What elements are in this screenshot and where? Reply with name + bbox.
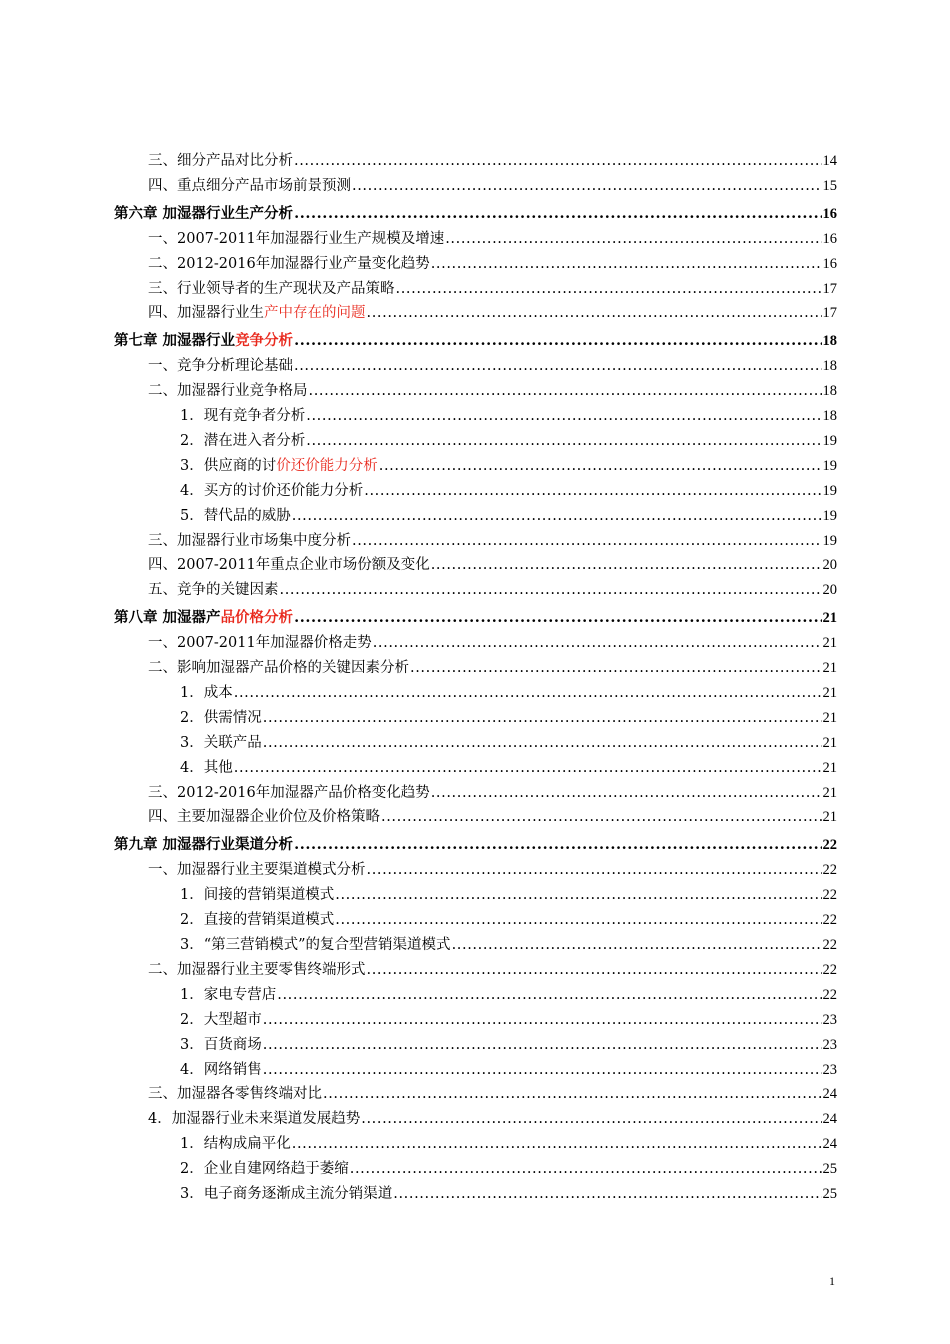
toc-entry-title [180, 1132, 291, 1157]
toc-page-number: 17 [822, 305, 837, 322]
toc-entry-title [148, 149, 293, 174]
toc-page-number: 19 [822, 532, 837, 549]
toc-entry-title [148, 529, 351, 554]
toc-entry[interactable] [114, 731, 837, 756]
toc-leader-dots [361, 1107, 821, 1132]
toc-entry-title [148, 781, 430, 806]
toc-entry-title-part: 2．企业自建网络趋于萎缩 [180, 1161, 349, 1178]
toc-leader-dots [367, 958, 822, 983]
table-of-contents [114, 149, 837, 1207]
toc-entry-title-highlighted: 价还价能力分析 [276, 457, 378, 474]
toc-entry-title-part: 二、加湿器行业主要零售终端形式 [148, 961, 366, 978]
toc-entry-title-part: 1．间接的营销渠道模式 [180, 887, 335, 904]
toc-entry-title-part: 第八章 加湿器产 [114, 609, 221, 627]
toc-page-number: 21 [822, 709, 837, 726]
toc-leader-dots [323, 1082, 822, 1107]
toc-entry-title-highlighted: 品价格分析 [220, 609, 294, 627]
toc-leader-dots [294, 831, 821, 858]
toc-entry-title [180, 479, 363, 504]
toc-entry-title-part: 2．直接的营销渠道模式 [180, 912, 335, 929]
toc-entry-title-part: 2．潜在进入者分析 [180, 433, 306, 450]
toc-page-number: 20 [822, 582, 837, 599]
toc-page-number: 15 [822, 177, 837, 194]
toc-entry[interactable] [114, 578, 837, 603]
toc-entry-title [180, 681, 233, 706]
toc-page-number: 21 [822, 759, 837, 776]
toc-entry[interactable] [114, 1157, 837, 1182]
toc-leader-dots [234, 681, 822, 706]
toc-leader-dots [294, 354, 822, 379]
toc-entry-title [180, 756, 233, 781]
toc-page-number: 21 [822, 610, 837, 627]
toc-entry-title [148, 174, 351, 199]
toc-entry-title [148, 958, 366, 983]
toc-entry[interactable] [114, 983, 837, 1008]
toc-entry-title-part: 3．供应商的讨 [180, 457, 277, 474]
toc-leader-dots [350, 1157, 822, 1182]
toc-page-number: 19 [822, 507, 837, 524]
toc-entry-title-part: 3．百货商场 [180, 1036, 262, 1053]
toc-page-number: 20 [822, 557, 837, 574]
toc-entry-title [148, 1107, 360, 1132]
toc-leader-dots [352, 529, 822, 554]
toc-page-number: 25 [822, 1185, 837, 1202]
toc-leader-dots [445, 227, 821, 252]
toc-page-number: 16 [822, 255, 837, 272]
toc-entry[interactable] [114, 454, 837, 479]
toc-entry[interactable] [114, 1182, 837, 1207]
toc-page-number: 22 [822, 986, 837, 1003]
toc-page-number: 21 [822, 809, 837, 826]
toc-page-number: 18 [822, 383, 837, 400]
toc-page-number: 23 [822, 1061, 837, 1078]
toc-leader-dots [309, 379, 822, 404]
toc-entry[interactable] [114, 883, 837, 908]
toc-entry[interactable] [114, 174, 837, 199]
toc-entry-title [180, 933, 451, 958]
toc-entry-title [148, 252, 430, 277]
toc-page-number: 24 [822, 1136, 837, 1153]
toc-chapter-entry[interactable] [114, 604, 837, 631]
toc-entry[interactable] [114, 933, 837, 958]
toc-entry[interactable] [114, 756, 837, 781]
toc-leader-dots [292, 1132, 822, 1157]
toc-leader-dots [431, 781, 822, 806]
toc-entry-title-part: 2．供需情况 [180, 709, 262, 726]
toc-entry-title [180, 731, 262, 756]
toc-leader-dots [277, 983, 821, 1008]
toc-entry-title-highlighted: 竞争分析 [235, 332, 294, 350]
toc-leader-dots [263, 1058, 822, 1083]
toc-entry-title-part: 三、细分产品对比分析 [148, 153, 293, 169]
toc-entry-title [148, 1082, 322, 1107]
toc-page-number: 22 [822, 937, 837, 954]
toc-entry-title-part: 3．“第三营销模式”的复合型营销渠道模式 [180, 937, 451, 954]
toc-leader-dots [381, 805, 822, 830]
toc-entry[interactable] [114, 479, 837, 504]
toc-page-number: 22 [822, 887, 837, 904]
toc-entry-title [180, 1058, 262, 1083]
toc-page-number: 19 [822, 457, 837, 474]
toc-leader-dots [280, 578, 822, 603]
toc-entry[interactable] [114, 908, 837, 933]
toc-leader-dots [431, 252, 822, 277]
toc-page-number: 21 [822, 660, 837, 677]
toc-leader-dots [396, 277, 822, 302]
toc-leader-dots [352, 174, 822, 199]
toc-leader-dots [431, 553, 822, 578]
toc-entry-title-part: 一、竞争分析理论基础 [148, 358, 293, 375]
toc-leader-dots [294, 327, 821, 354]
toc-entry-title [180, 983, 276, 1008]
toc-page-number: 16 [822, 205, 837, 222]
toc-entry[interactable] [114, 1058, 837, 1083]
toc-entry-title-part: 四、主要加湿器企业价位及价格策略 [148, 809, 380, 826]
toc-page-number: 24 [822, 1086, 837, 1103]
toc-entry-title-part: 二、2012-2016年加湿器行业产量变化趋势 [148, 255, 430, 272]
toc-entry[interactable] [114, 227, 837, 252]
toc-entry[interactable] [114, 781, 837, 806]
toc-entry[interactable] [114, 529, 837, 554]
toc-leader-dots [263, 706, 822, 731]
toc-entry[interactable] [114, 656, 837, 681]
toc-leader-dots [263, 731, 822, 756]
toc-leader-dots [294, 149, 822, 174]
toc-entry-title [148, 631, 372, 656]
toc-entry-title-part: 四、2007-2011年重点企业市场份额及变化 [148, 557, 430, 574]
toc-page-number: 24 [822, 1111, 837, 1128]
toc-entry-title [114, 604, 293, 631]
toc-entry[interactable] [114, 1008, 837, 1033]
toc-page-number: 21 [822, 734, 837, 751]
toc-entry-title [180, 706, 262, 731]
toc-entry-title-part: 第七章 加湿器行业 [114, 332, 236, 350]
toc-chapter-entry[interactable] [114, 327, 837, 354]
toc-entry-title [148, 858, 366, 883]
toc-entry-title [180, 504, 291, 529]
toc-entry-title-part: 3．电子商务逐渐成主流分销渠道 [180, 1185, 393, 1202]
toc-entry-title-part: 三、2012-2016年加湿器产品价格变化趋势 [148, 784, 430, 801]
toc-leader-dots [367, 301, 822, 326]
toc-entry-title [180, 1157, 349, 1182]
toc-page-number: 22 [822, 862, 837, 879]
toc-chapter-entry[interactable] [114, 200, 837, 227]
toc-entry-title [114, 200, 293, 227]
toc-entry-title-part: 1．家电专营店 [180, 986, 277, 1003]
toc-leader-dots [294, 604, 821, 631]
toc-entry-title-part: 三、加湿器行业市场集中度分析 [148, 532, 351, 549]
toc-entry[interactable] [114, 553, 837, 578]
toc-chapter-entry[interactable] [114, 831, 837, 858]
toc-entry-title-part: 五、竞争的关键因素 [148, 582, 279, 599]
toc-entry-title-highlighted: 产中存在的问题 [264, 305, 366, 322]
toc-page-number: 18 [822, 358, 837, 375]
toc-entry-title-part: 4．加湿器行业未来渠道发展趋势 [148, 1111, 361, 1128]
toc-entry-title [148, 656, 409, 681]
toc-entry-title [148, 553, 430, 578]
toc-leader-dots [306, 429, 821, 454]
toc-leader-dots [373, 631, 822, 656]
toc-page-number: 18 [822, 333, 837, 350]
toc-entry-title [180, 1182, 392, 1207]
toc-entry-title [180, 454, 378, 479]
toc-page-number: 21 [822, 635, 837, 652]
toc-entry[interactable] [114, 149, 837, 174]
toc-entry[interactable] [114, 379, 837, 404]
toc-entry[interactable] [114, 1082, 837, 1107]
toc-entry[interactable] [114, 681, 837, 706]
toc-leader-dots [234, 756, 822, 781]
toc-leader-dots [410, 656, 822, 681]
toc-entry-title-part: 四、加湿器行业生 [148, 305, 264, 322]
toc-entry-title-part: 4．其他 [180, 759, 233, 776]
toc-entry[interactable] [114, 1107, 837, 1132]
toc-entry[interactable] [114, 301, 837, 326]
toc-entry[interactable] [114, 429, 837, 454]
toc-leader-dots [335, 908, 821, 933]
toc-entry-title [148, 578, 279, 603]
toc-entry-title-part: 四、重点细分产品市场前景预测 [148, 177, 351, 194]
toc-leader-dots [393, 1182, 821, 1207]
toc-page-number: 22 [822, 961, 837, 978]
toc-entry-title [148, 301, 366, 326]
toc-entry-title-part: 一、加湿器行业主要渠道模式分析 [148, 862, 366, 879]
toc-page-number: 25 [822, 1161, 837, 1178]
toc-page-number: 16 [822, 230, 837, 247]
toc-entry-title-part: 1．成本 [180, 685, 233, 702]
toc-leader-dots [292, 504, 822, 529]
toc-entry-title-part: 二、加湿器行业竞争格局 [148, 383, 308, 400]
toc-entry-title [180, 429, 305, 454]
toc-entry-title [180, 1008, 262, 1033]
toc-entry[interactable] [114, 706, 837, 731]
toc-leader-dots [452, 933, 822, 958]
toc-entry-title [180, 404, 305, 429]
toc-page-number: 19 [822, 433, 837, 450]
toc-entry-title-part: 1．现有竞争者分析 [180, 408, 306, 425]
toc-leader-dots [306, 404, 821, 429]
toc-entry-title-part: 第六章 加湿器行业生产分析 [114, 204, 294, 222]
toc-entry-title-part: 二、影响加湿器产品价格的关键因素分析 [148, 660, 409, 677]
toc-entry[interactable] [114, 805, 837, 830]
toc-entry[interactable] [114, 1132, 837, 1157]
toc-page-number: 23 [822, 1011, 837, 1028]
toc-entry-title [148, 227, 444, 252]
toc-entry[interactable] [114, 252, 837, 277]
toc-entry[interactable] [114, 354, 837, 379]
toc-page-number: 22 [822, 912, 837, 929]
toc-entry-title-part: 4．网络销售 [180, 1061, 262, 1078]
toc-entry-title-part: 1．结构成扁平化 [180, 1136, 291, 1153]
toc-entry-title [148, 277, 395, 302]
toc-entry[interactable] [114, 404, 837, 429]
toc-entry-title-part: 2．大型超市 [180, 1011, 262, 1028]
toc-entry[interactable] [114, 958, 837, 983]
toc-entry-title [114, 327, 293, 354]
toc-entry-title-part: 第九章 加湿器行业渠道分析 [114, 836, 294, 854]
toc-leader-dots [364, 479, 821, 504]
page-number: 1 [829, 1274, 835, 1288]
toc-entry-title [180, 883, 334, 908]
toc-entry[interactable] [114, 858, 837, 883]
toc-entry-title [114, 831, 293, 858]
toc-entry[interactable] [114, 631, 837, 656]
toc-leader-dots [367, 858, 822, 883]
toc-leader-dots [335, 883, 821, 908]
toc-leader-dots [263, 1033, 822, 1058]
toc-page-number: 22 [822, 837, 837, 854]
toc-leader-dots [294, 200, 821, 227]
toc-entry[interactable] [114, 277, 837, 302]
toc-entry-title-part: 三、加湿器各零售终端对比 [148, 1086, 322, 1103]
toc-entry[interactable] [114, 504, 837, 529]
toc-entry-title-part: 三、行业领导者的生产现状及产品策略 [148, 280, 395, 297]
toc-entry-title-part: 3．关联产品 [180, 734, 262, 751]
toc-page-number: 18 [822, 408, 837, 425]
toc-leader-dots [379, 454, 822, 479]
toc-page-number: 19 [822, 482, 837, 499]
toc-page-number: 21 [822, 685, 837, 702]
toc-entry-title-part: 4．买方的讨价还价能力分析 [180, 482, 364, 499]
toc-entry-title [148, 379, 308, 404]
toc-entry-title [180, 1033, 262, 1058]
toc-entry-title [180, 908, 334, 933]
toc-entry-title [148, 805, 380, 830]
toc-leader-dots [263, 1008, 822, 1033]
toc-entry-title-part: 一、2007-2011年加湿器价格走势 [148, 635, 372, 652]
toc-page-number: 21 [822, 784, 837, 801]
toc-entry[interactable] [114, 1033, 837, 1058]
toc-page-number: 17 [822, 280, 837, 297]
toc-page-number: 14 [822, 153, 837, 169]
toc-entry-title-part: 一、2007-2011年加湿器行业生产规模及增速 [148, 230, 445, 247]
toc-entry-title-part: 5．替代品的威胁 [180, 507, 291, 524]
toc-entry-title [148, 354, 293, 379]
toc-page-number: 23 [822, 1036, 837, 1053]
